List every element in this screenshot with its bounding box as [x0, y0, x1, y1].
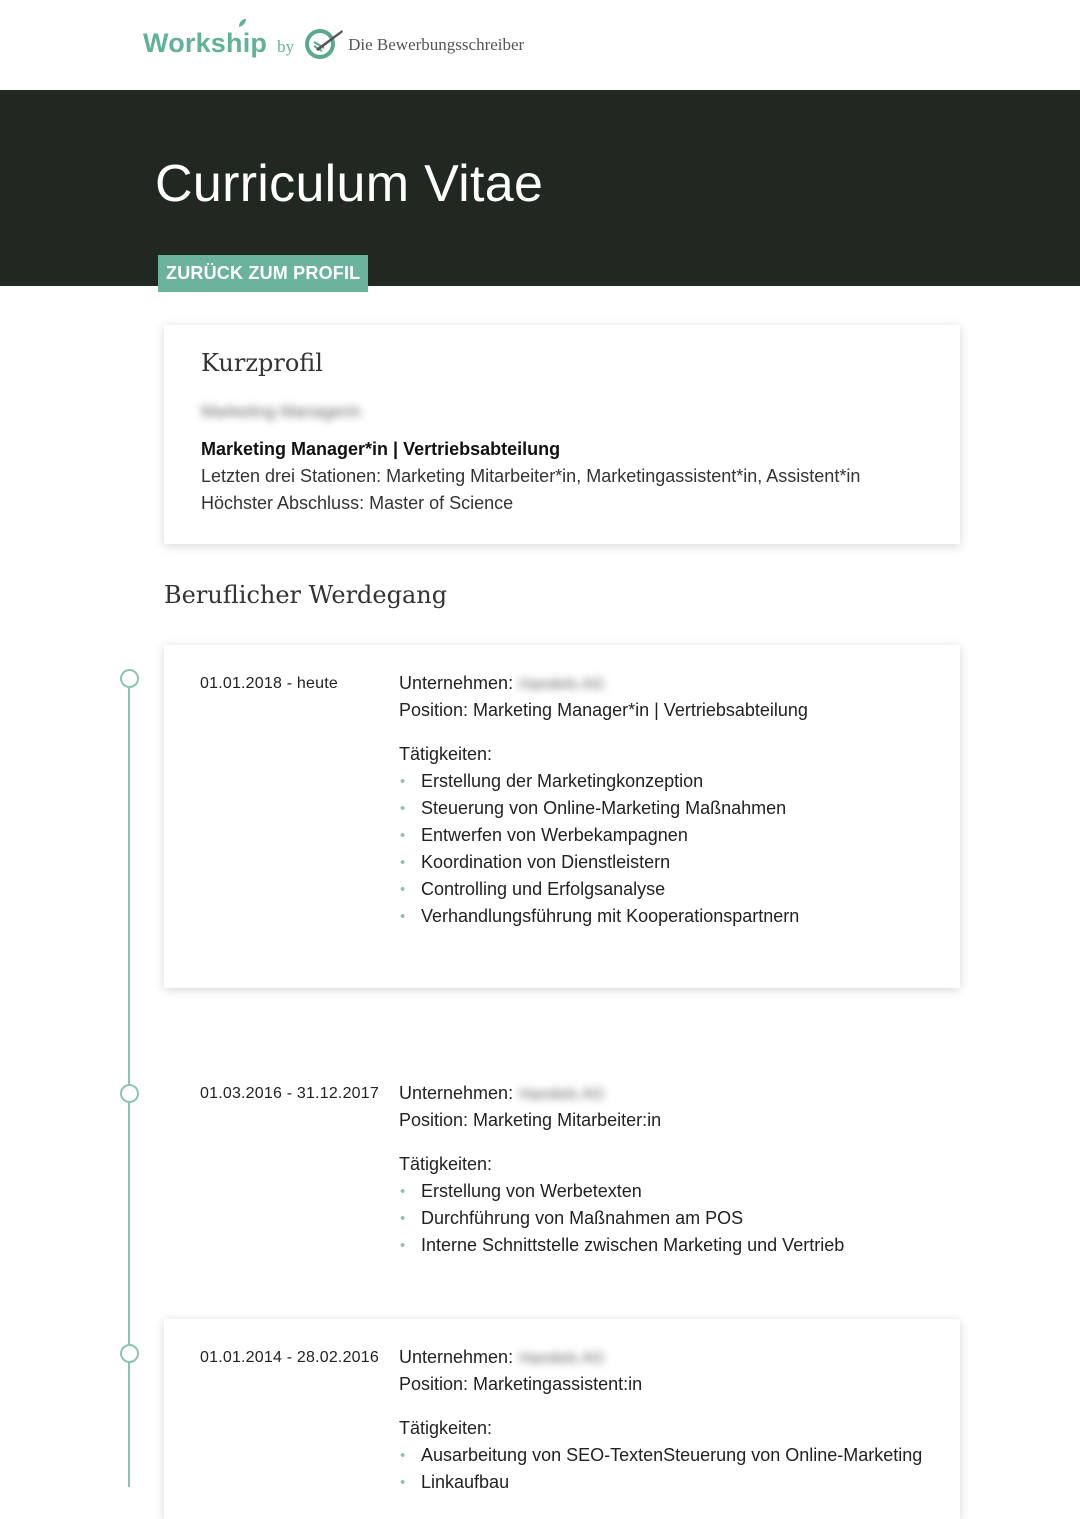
job-company-label: Unternehmen: — [399, 1083, 514, 1103]
profile-last-stations: Letzten drei Stationen: Marketing Mitarbeiter*in, Marketingassistent*in, Assistent*in — [201, 466, 861, 486]
job-company-label: Unternehmen: — [399, 673, 514, 693]
profile-role: Marketing Manager*in | Vertriebsabteilung — [201, 439, 561, 459]
job-tasks-label: Tätigkeiten: — [399, 1154, 493, 1174]
job-task-list — [399, 1178, 844, 1259]
timeline-node — [120, 669, 139, 688]
job-task-item: • Ausarbeitung von SEO-TextenSteuerung von Online-Marketing — [399, 1442, 922, 1469]
job-task-item: • Erstellung von Werbetexten — [399, 1178, 844, 1205]
job-task-list — [399, 1442, 922, 1496]
profile-heading: Kurzprofil — [201, 349, 323, 377]
profile-summary-card — [164, 325, 960, 544]
brand-by: by — [277, 37, 295, 56]
job-task-item: • Steuerung von Online-Marketing Maßnahmen — [399, 795, 799, 822]
job-entry — [164, 1319, 960, 1519]
job-position: Position: Marketing Manager*in | Vertriebsabteilung — [399, 700, 808, 720]
career-heading: Beruflicher Werdegang — [164, 581, 448, 609]
job-task-item: • Erstellung der Marketingkonzeption — [399, 768, 799, 795]
job-task-list — [399, 768, 799, 930]
job-task-item: • Linkaufbau — [399, 1469, 922, 1496]
brand-logo[interactable] — [143, 26, 524, 59]
profile-name: Marketing Managerin — [201, 402, 361, 421]
brand-header — [0, 0, 1080, 90]
job-position: Position: Marketing Mitarbeiter:in — [399, 1110, 662, 1130]
brand-name: Workship — [143, 28, 268, 58]
job-company-name: Handels AG — [519, 676, 605, 693]
brand-partner: Die Bewerbungsschreiber — [348, 35, 525, 54]
job-tasks-label: Tätigkeiten: — [399, 744, 493, 764]
back-to-profile-button[interactable]: ZURÜCK ZUM PROFIL — [158, 255, 368, 292]
job-dates: 01.01.2018 - heute — [200, 675, 338, 692]
page-title: Curriculum Vitae — [155, 155, 544, 213]
job-company — [399, 1083, 604, 1104]
job-task-item: • Interne Schnittstelle zwischen Marketing und Vertrieb — [399, 1232, 844, 1259]
job-company-name: Handels AG — [519, 1350, 605, 1367]
leaf-icon — [237, 18, 247, 28]
job-task-item: • Entwerfen von Werbekampagnen — [399, 822, 799, 849]
job-tasks-label: Tätigkeiten: — [399, 1418, 493, 1438]
timeline-node — [120, 1084, 139, 1103]
job-company — [399, 1347, 604, 1368]
timeline-node — [120, 1344, 139, 1363]
job-entry — [164, 645, 960, 988]
job-dates: 01.01.2014 - 28.02.2016 — [200, 1349, 379, 1366]
timeline-line — [128, 677, 130, 1487]
job-task-item: • Controlling und Erfolgsanalyse — [399, 876, 799, 903]
job-task-item: • Verhandlungsführung mit Kooperationspartnern — [399, 903, 799, 930]
job-task-item: • Koordination von Dienstleistern — [399, 849, 799, 876]
quill-seal-icon — [302, 26, 344, 62]
job-position: Position: Marketingassistent:in — [399, 1374, 643, 1394]
profile-highest-degree: Höchster Abschluss: Master of Science — [201, 493, 514, 513]
job-dates: 01.03.2016 - 31.12.2017 — [200, 1085, 379, 1102]
job-company-label: Unternehmen: — [399, 1347, 514, 1367]
job-entry — [164, 1055, 960, 1275]
job-company — [399, 673, 604, 694]
job-company-name: Handels AG — [519, 1086, 605, 1103]
job-task-item: • Durchführung von Maßnahmen am POS — [399, 1205, 844, 1232]
